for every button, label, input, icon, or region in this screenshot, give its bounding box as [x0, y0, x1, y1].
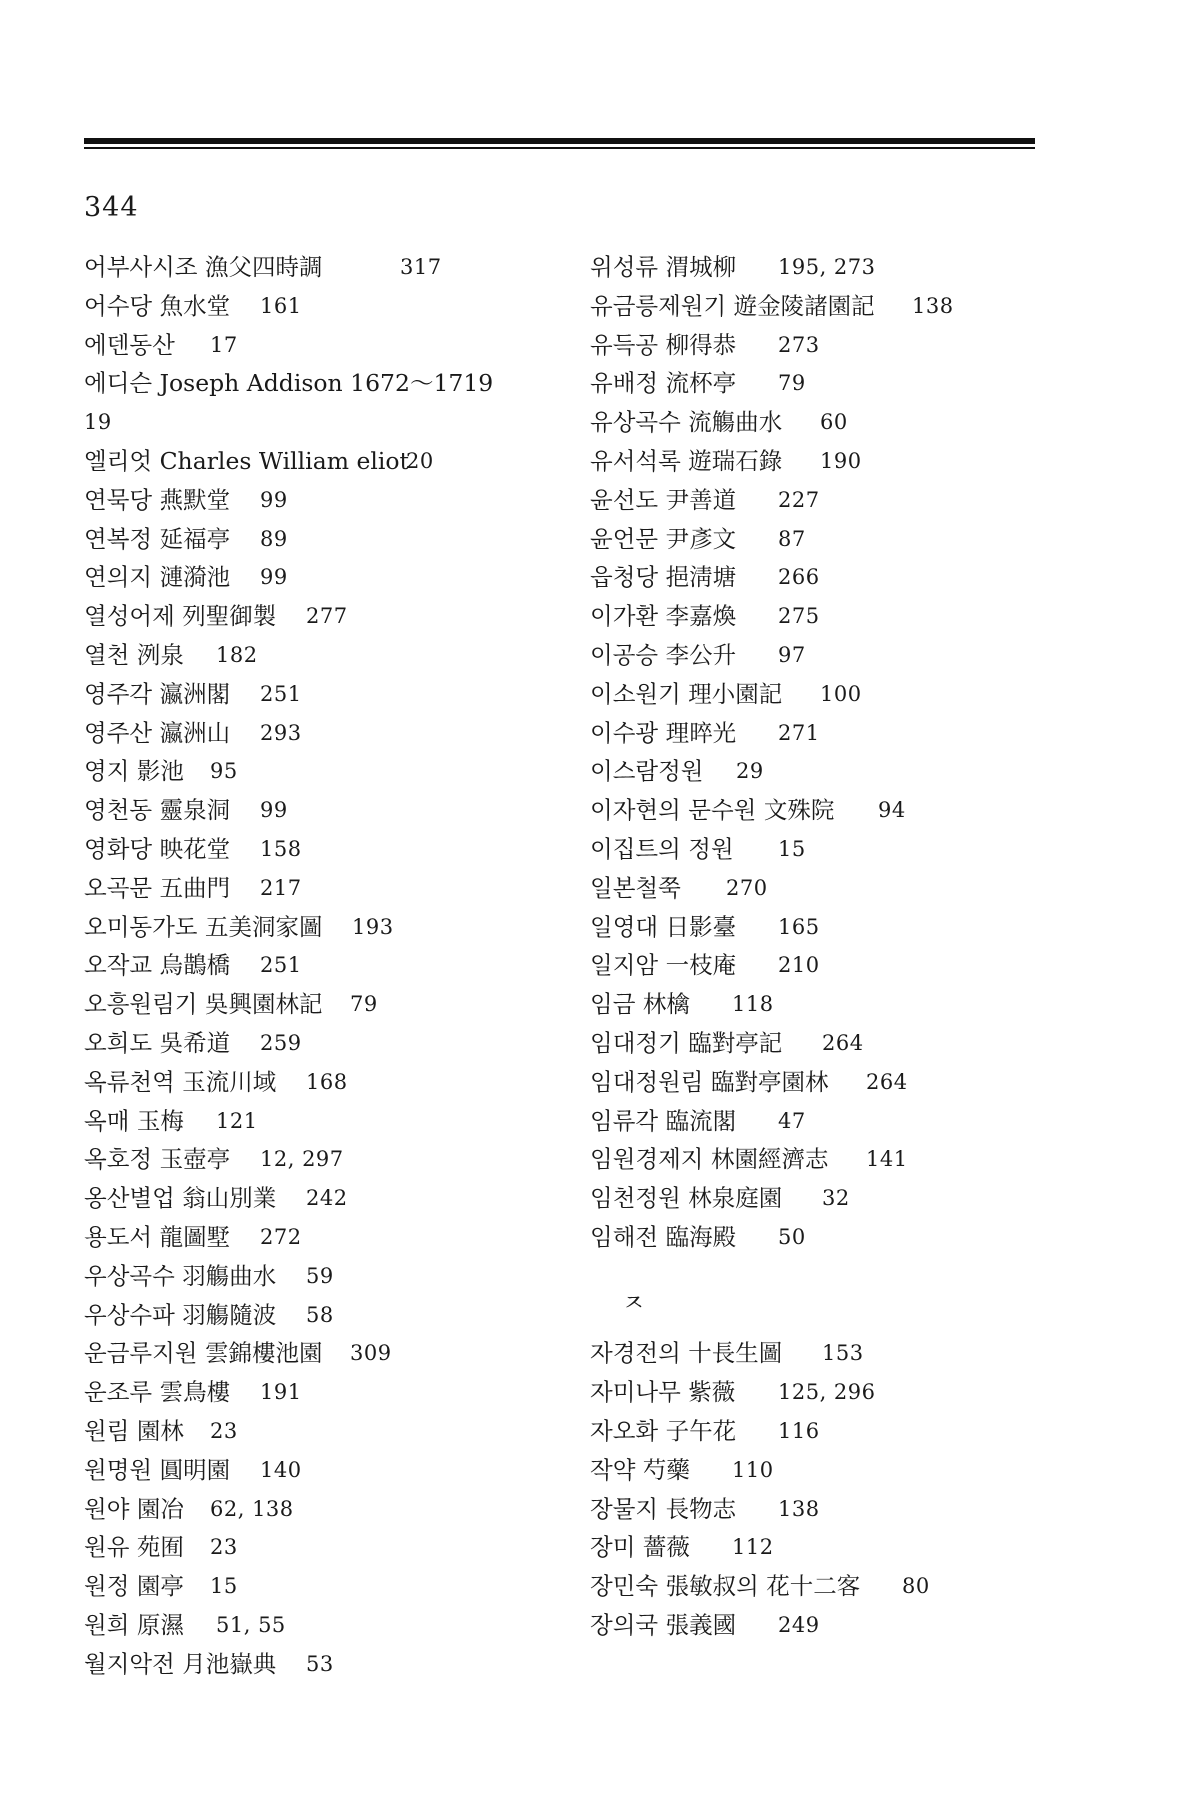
page-reference: 271	[778, 720, 820, 745]
page-reference: 29	[736, 759, 764, 784]
page-reference: 165	[778, 914, 820, 939]
page-reference: 12, 297	[260, 1147, 344, 1172]
index-entry	[84, 1140, 544, 1179]
index-term: 오미동가도 五美洞家圖	[84, 912, 323, 941]
index-term: 장미 薔薇	[590, 1533, 690, 1562]
page-reference: 242	[306, 1186, 348, 1211]
header-rule-thin	[84, 147, 1035, 149]
index-entry	[590, 1490, 1050, 1529]
page-reference: 94	[878, 798, 906, 823]
index-entry	[84, 287, 544, 326]
index-term: 윤언문 尹彥文	[590, 524, 737, 553]
index-entry	[590, 752, 1050, 791]
page-reference: 190	[820, 448, 862, 473]
index-term: 장민숙 張敏叔의 花十二客	[590, 1572, 861, 1601]
index-term: 장의국 張義國	[590, 1610, 737, 1639]
page-reference: 17	[210, 332, 238, 357]
index-term: 자미나무 紫薇	[590, 1378, 736, 1407]
page-reference: 141	[866, 1147, 908, 1172]
index-entry	[590, 364, 1050, 403]
index-term: 운금루지원 雲錦樓池園	[84, 1339, 323, 1368]
index-entry	[590, 442, 1050, 481]
index-term: 일본철쭉	[590, 873, 681, 902]
page-reference: 99	[260, 565, 288, 590]
index-entry	[590, 558, 1050, 597]
index-entry	[84, 946, 544, 985]
page-reference: 272	[260, 1224, 302, 1249]
index-entry	[84, 248, 544, 287]
index-entry	[84, 1645, 544, 1684]
page-reference: 270	[726, 875, 768, 900]
page-reference: 125, 296	[778, 1380, 876, 1405]
index-term: 유득공 柳得恭	[590, 330, 737, 359]
index-entry	[590, 1063, 1050, 1102]
index-entry	[590, 908, 1050, 947]
page-reference: 62, 138	[210, 1496, 294, 1521]
page-reference: 264	[866, 1069, 908, 1094]
page-reference: 277	[306, 604, 348, 629]
index-term: 영천동 靈泉洞	[84, 796, 231, 825]
index-entry	[84, 1528, 544, 1567]
index-term: 월지악전 月池嶽典	[84, 1649, 277, 1678]
index-term: 이스람정원	[590, 757, 704, 786]
page-reference: 47	[778, 1108, 806, 1133]
index-term: 일지암 一枝庵	[590, 951, 737, 980]
index-entry	[84, 1412, 544, 1451]
page-reference: 275	[778, 604, 820, 629]
index-term: 임천정원 林泉庭園	[590, 1184, 783, 1213]
index-term: 옥매 玉梅	[84, 1106, 184, 1135]
page-reference: 264	[822, 1030, 864, 1055]
index-term: 옥호정 玉壺亭	[84, 1145, 231, 1174]
page-reference: 251	[260, 681, 302, 706]
page-reference: 58	[306, 1302, 334, 1327]
index-entry	[84, 908, 544, 947]
index-entry	[590, 1140, 1050, 1179]
index-entry	[590, 791, 1050, 830]
page-reference: 251	[260, 953, 302, 978]
index-entry	[84, 1102, 544, 1141]
index-entry	[84, 869, 544, 908]
page-reference: 50	[778, 1224, 806, 1249]
index-term: 읍청당 挹淸塘	[590, 563, 737, 592]
index-entry	[84, 985, 544, 1024]
index-term: 임해전 臨海殿	[590, 1222, 737, 1251]
index-term: 원정 園亭	[84, 1572, 184, 1601]
page-reference: 193	[352, 914, 394, 939]
index-term: 이자현의 문수원 文殊院	[590, 796, 835, 825]
index-entry	[590, 1102, 1050, 1141]
page-reference: 168	[306, 1069, 348, 1094]
page-reference: 79	[778, 371, 806, 396]
page-reference: 249	[778, 1612, 820, 1637]
page-reference: 293	[260, 720, 302, 745]
index-entry	[84, 1451, 544, 1490]
page-reference: 59	[306, 1263, 334, 1288]
index-entry	[590, 248, 1050, 287]
index-term: 임대정기 臨對亭記	[590, 1028, 783, 1057]
page-reference: 266	[778, 565, 820, 590]
index-entry	[590, 1334, 1050, 1373]
index-entry	[84, 636, 544, 675]
index-entry	[84, 714, 544, 753]
index-term: 원야 園冶	[84, 1494, 184, 1523]
index-entry	[84, 1490, 544, 1529]
page-reference: 138	[778, 1496, 820, 1521]
page-reference: 259	[260, 1030, 302, 1055]
index-term: 유서석록 遊瑞石錄	[590, 446, 783, 475]
index-term: 원림 園林	[84, 1416, 184, 1445]
page-reference: 110	[732, 1457, 774, 1482]
page-reference: 161	[260, 293, 302, 318]
index-term: 우상수파 羽觴隨波	[84, 1300, 277, 1329]
index-term: 연복정 延福亭	[84, 524, 231, 553]
index-entry	[590, 1606, 1050, 1645]
section-heading	[590, 1257, 1050, 1335]
page-reference: 210	[778, 953, 820, 978]
page-reference: 153	[822, 1341, 864, 1366]
index-entry	[84, 1024, 544, 1063]
page-reference: 87	[778, 526, 806, 551]
index-term: 에덴동산	[84, 330, 175, 359]
index-entry	[590, 597, 1050, 636]
index-entry	[84, 1296, 544, 1335]
index-term: 임대정원림 臨對亭園林	[590, 1067, 829, 1096]
index-entry	[84, 830, 544, 869]
index-term: 엘리엇 Charles William eliot	[84, 446, 409, 475]
index-term: 임금 林檎	[590, 990, 690, 1019]
index-term: 열성어제 列聖御製	[84, 602, 277, 631]
index-term: 일영대 日影臺	[590, 912, 737, 941]
page-reference: 273	[778, 332, 820, 357]
index-entry	[590, 985, 1050, 1024]
index-entry	[590, 1373, 1050, 1412]
index-entry	[84, 1567, 544, 1606]
index-term: 원명원 圓明園	[84, 1455, 231, 1484]
index-entry	[590, 1179, 1050, 1218]
page-reference: 158	[260, 836, 302, 861]
header-rule-thick	[84, 138, 1035, 144]
index-term: 용도서 龍圖墅	[84, 1222, 231, 1251]
index-entry	[590, 1412, 1050, 1451]
page-reference: 138	[912, 293, 954, 318]
page-reference: 23	[210, 1418, 238, 1443]
index-term: 장물지 長物志	[590, 1494, 737, 1523]
page-reference: 95	[210, 759, 238, 784]
index-term: 임원경제지 林園經濟志	[590, 1145, 829, 1174]
index-term: 원희 原濕	[84, 1610, 184, 1639]
index-entry	[590, 830, 1050, 869]
index-term: 영화당 映花堂	[84, 834, 231, 863]
index-entry	[590, 1451, 1050, 1490]
index-entry	[84, 1606, 544, 1645]
index-entry	[84, 326, 544, 365]
index-entry	[84, 1218, 544, 1257]
index-term: 원유 苑囿	[84, 1533, 184, 1562]
index-term: 오작교 烏鵲橋	[84, 951, 231, 980]
index-entry	[84, 558, 544, 597]
index-term: 어부사시조 漁父四時調	[84, 253, 323, 281]
page-reference: 53	[306, 1651, 334, 1676]
page-reference: 317	[400, 255, 442, 279]
index-term: 이수광 理晬光	[590, 718, 737, 747]
index-term: 오희도 吳希道	[84, 1028, 231, 1057]
page-reference: 227	[778, 487, 820, 512]
index-term: 유금릉제원기 遊金陵諸園記	[590, 291, 875, 320]
index-term: 옹산별업 翁山別業	[84, 1184, 277, 1213]
index-entry	[84, 364, 544, 442]
index-entry	[84, 1179, 544, 1218]
index-term: 이소원기 理小園記	[590, 679, 783, 708]
index-entry	[84, 597, 544, 636]
index-term: 이집트의 정원	[590, 834, 734, 863]
index-term: 오곡문 五曲門	[84, 873, 231, 902]
page-reference: 20	[406, 448, 434, 473]
index-term: 영주각 瀛洲閣	[84, 679, 231, 708]
index-entry	[590, 869, 1050, 908]
page-reference: 99	[260, 798, 288, 823]
page-number: 344	[84, 192, 139, 223]
page-reference: 191	[260, 1380, 302, 1405]
index-entry	[590, 287, 1050, 326]
index-entry	[590, 520, 1050, 559]
index-entry	[590, 1218, 1050, 1257]
index-entry	[590, 714, 1050, 753]
index-term: 임류각 臨流閣	[590, 1106, 737, 1135]
index-term: 작약 芍藥	[590, 1455, 690, 1484]
index-term: 열천 洌泉	[84, 640, 184, 669]
page-reference: 140	[260, 1457, 302, 1482]
page-reference: 217	[260, 875, 302, 900]
index-entry	[84, 1334, 544, 1373]
index-entry	[590, 1528, 1050, 1567]
page-reference: 15	[210, 1574, 238, 1599]
index-term: 영주산 瀛洲山	[84, 718, 231, 747]
page-reference: 51, 55	[216, 1612, 286, 1637]
index-term: 이공승 李公升	[590, 640, 737, 669]
section-letter: ㅈ	[622, 1288, 646, 1317]
index-term: 오흥원림기 吳興園林記	[84, 990, 323, 1019]
index-column-left	[84, 248, 544, 1683]
index-entry	[84, 481, 544, 520]
page-reference: 309	[350, 1341, 392, 1366]
index-entry	[84, 1257, 544, 1296]
index-entry	[84, 752, 544, 791]
index-entry	[84, 675, 544, 714]
index-term: 윤선도 尹善道	[590, 485, 737, 514]
page-reference: 19	[84, 410, 112, 435]
page-reference: 80	[902, 1574, 930, 1599]
index-entry	[84, 442, 544, 481]
page-reference: 15	[778, 836, 806, 861]
index-term: 옥류천역 玉流川域	[84, 1067, 277, 1096]
page-reference: 23	[210, 1535, 238, 1560]
index-term: 이가환 李嘉煥	[590, 602, 737, 631]
index-term: 유배정 流杯亭	[590, 369, 737, 398]
index-term: 위성류 渭城柳	[590, 253, 737, 281]
index-term: 유상곡수 流觴曲水	[590, 408, 783, 437]
index-term: 어수당 魚水堂	[84, 291, 231, 320]
index-entry	[84, 520, 544, 559]
index-entry	[590, 326, 1050, 365]
index-entry	[590, 481, 1050, 520]
page-reference: 195, 273	[778, 255, 876, 279]
page-reference: 60	[820, 410, 848, 435]
page-reference: 89	[260, 526, 288, 551]
page-reference: 32	[822, 1186, 850, 1211]
index-entry	[590, 1567, 1050, 1606]
index-entry	[590, 946, 1050, 985]
index-entry	[590, 675, 1050, 714]
page-reference: 99	[260, 487, 288, 512]
page-reference: 182	[216, 642, 258, 667]
page-reference: 116	[778, 1418, 820, 1443]
index-term: 연의지 漣漪池	[84, 563, 231, 592]
page-reference: 79	[350, 992, 378, 1017]
page-reference: 97	[778, 642, 806, 667]
index-entry	[590, 636, 1050, 675]
index-column-right	[590, 248, 1050, 1645]
index-term: 우상곡수 羽觴曲水	[84, 1261, 277, 1290]
index-term: 운조루 雲鳥樓	[84, 1378, 231, 1407]
page-reference: 112	[732, 1535, 774, 1560]
index-term: 에디슨 Joseph Addison 1672～1719	[84, 369, 494, 398]
page-reference: 121	[216, 1108, 258, 1133]
index-entry	[84, 1373, 544, 1412]
index-term: 자오화 子午花	[590, 1416, 737, 1445]
index-entry	[84, 791, 544, 830]
page-reference: 100	[820, 681, 862, 706]
index-entry	[84, 1063, 544, 1102]
index-term: 자경전의 十長生圖	[590, 1339, 783, 1368]
index-term: 연묵당 燕默堂	[84, 485, 231, 514]
index-entry	[590, 403, 1050, 442]
index-term: 영지 影池	[84, 757, 184, 786]
index-entry	[590, 1024, 1050, 1063]
page-reference: 118	[732, 992, 774, 1017]
